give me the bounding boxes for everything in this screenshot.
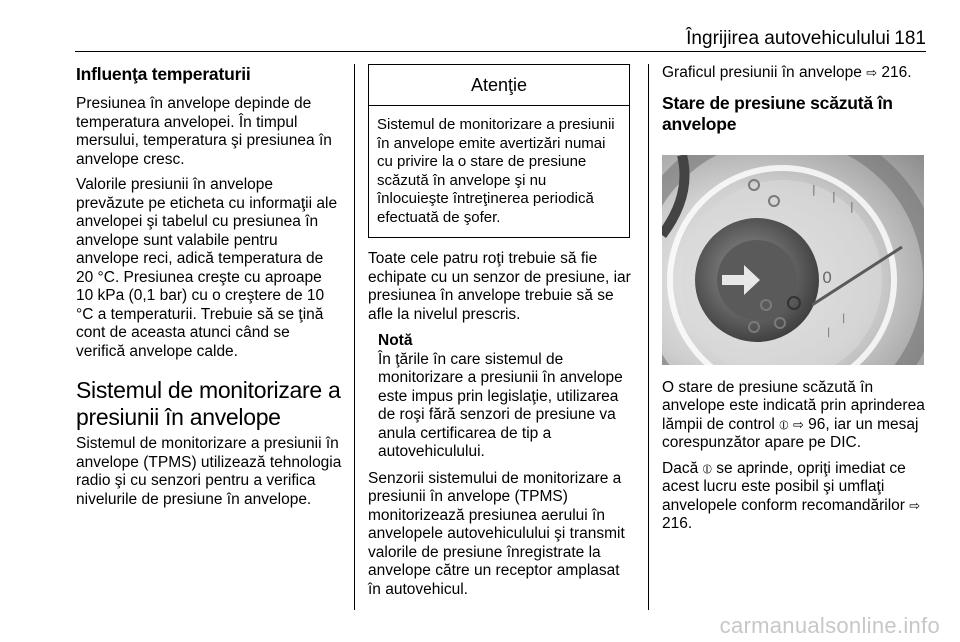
header-title: Îngrijirea autovehiculului [686,28,890,49]
header-rule [75,51,926,52]
column-right [662,64,928,534]
temperature-paragraph-2: Valorile presiunii în anvelope prevăzute pe eticheta cu informaţii ale anvelopei şi tabelul cu presiunea în anvelope sunt valabile pentru anvelope reci, adică temperatura de 20 °C. Presiunea creşte cu aproape 10 kPa (0,1 bar) cu o creştere de 10 °C a temperaturii. Trebuie să se ţină cont de aceasta atunci când se verifică anvelope calde. [76,176,338,360]
low-pressure-text: O stare de presiune scăzută în anvelope este indicată prin aprinderea lămpii de control [662,378,925,433]
tpms-warning-icon: ⦶ [779,416,789,432]
low-pressure-paragraph-1 [662,379,928,453]
column-left [76,64,342,509]
temperature-heading: Influenţa temperaturii [76,64,251,84]
column-divider-left [354,64,355,610]
svg-text:|: | [812,182,816,196]
graph-reference-text: Graficul presiunii în anvelope [662,64,862,81]
instruction-text-start: Dacă [662,459,699,477]
page-number: 181 [894,28,926,49]
svg-text:|: | [832,189,836,203]
tpms-warning-icon: ⦶ [702,460,712,476]
column-divider-right [648,64,649,610]
watermark: carmanualsonline.info [719,613,940,638]
temperature-paragraph-1: Presiunea în anvelope depinde de temperatura anvelopei. În timpul mersului, temperatura şi presiunea în anvelope cresc. [76,95,332,168]
low-pressure-heading: Stare de presiune scăzută în anvelope [662,92,893,134]
svg-text:0: 0 [822,267,833,287]
warning-box [368,64,630,238]
page-ref-arrow-icon: ⇨ [792,416,804,432]
page-ref-arrow-icon: ⇨ [866,65,878,80]
instruction-text: se aprinde, opriţi imediat ce acest lucru este posibil şi umflaţi anvelopele conform recomandărilor [662,459,906,514]
low-pressure-paragraph-2 [662,460,928,534]
instrument-cluster-image [662,155,924,365]
tpms-paragraph-1: Sistemul de monitorizare a presiunii în anvelope (TPMS) utilizează tehnologia radio şi cu senzori pentru a verifica nivelurile de presiune în anvelope. [76,435,342,508]
svg-text:|: | [842,312,846,324]
instruction-page: 216. [662,515,693,532]
graph-reference-page: 216. [881,64,912,81]
low-pressure-text-end: iar un mesaj corespunzător apare pe DIC. [662,415,919,451]
graph-reference [662,64,928,83]
sensor-paragraph: Toate cele patru roţi trebuie să fie echipate cu un senzor de presiune, iar presiunea în anvelope trebuie să se afle la nivelul prescris. [368,250,631,323]
warning-title: Atenţie [369,65,629,106]
note-title: Notă [378,332,413,349]
low-pressure-page: 96, [808,415,830,433]
page-ref-arrow-icon: ⇨ [909,497,921,513]
note-block [368,332,634,462]
tpms-sensors-paragraph: Senzorii sistemului de monitorizare a presiunii în anvelope (TPMS) monitorizează presiunea aerului în anvelopele autovehiculului şi transmit valorile de presiune înregistrate la anvelope către un receptor amplasat în autovehicul. [368,469,625,598]
note-text: În ţările în care sistemul de monitorizare a presiunii în anvelope este impus prin legislaţie, utilizarea de roşi fără senzori de presiune va anula certificarea de tip a autovehiculului. [378,350,623,460]
svg-text:|: | [850,199,854,213]
svg-text:|: | [827,326,831,338]
tpms-heading: Sistemul de monitorizare a presiunii în anvelope [76,377,341,430]
column-middle [368,64,634,599]
warning-text: Sistemul de monitorizare a presiunii în anvelope emite avertizări numai cu privire la o stare de presiune scăzută în anvelope şi nu înlocuieşte întreţinerea periodică efectuată de şofer. [377,116,615,226]
